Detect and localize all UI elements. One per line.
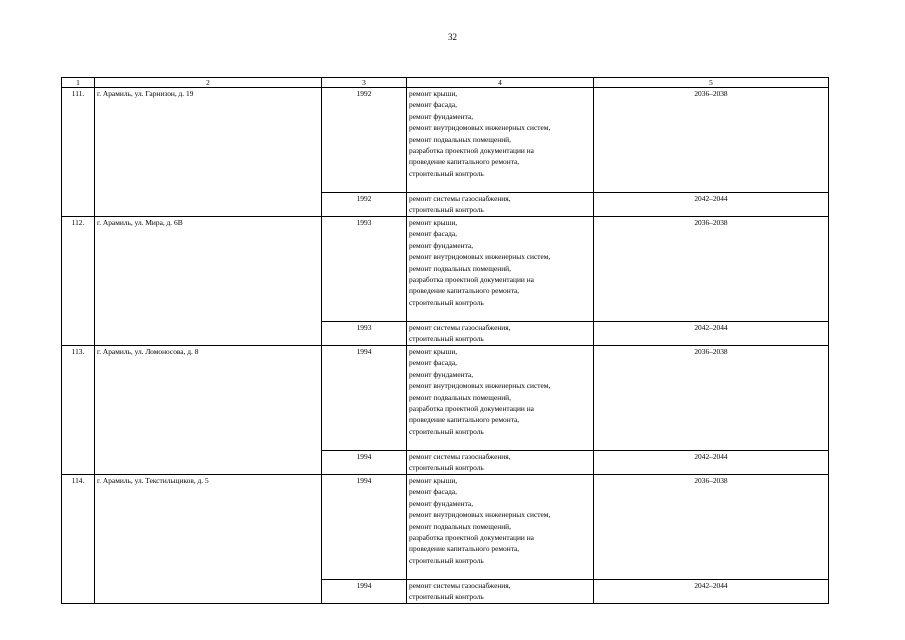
address-cell: г. Арамиль, ул. Гарнизон, д. 19 — [95, 88, 322, 217]
work-item: разработка проектной документации на — [409, 146, 534, 156]
work-item: строительный контроль — [409, 426, 484, 436]
work-item: ремонт фасада, — [409, 100, 457, 110]
year-cell: 1993 — [322, 322, 407, 346]
header-cell: 1 — [62, 78, 95, 88]
year-cell: 1994 — [322, 580, 407, 604]
row-number-cell: 111. — [62, 88, 95, 217]
work-item: строительный контроль — [409, 592, 484, 602]
work-item: ремонт внутридомовых инженерных систем, — [409, 123, 551, 133]
work-item: ремонт фундамента, — [409, 498, 474, 508]
period-cell: 2036–2038 — [594, 346, 829, 451]
work-item: ремонт фундамента, — [409, 240, 474, 250]
work-item: ремонт крыши, — [409, 89, 458, 98]
work-item: проведение капитального ремонта, — [409, 415, 520, 425]
address-cell: г. Арамиль, ул. Ломоносова, д. 8 — [95, 346, 322, 475]
table-row — [62, 217, 829, 322]
period-cell: 2042–2044 — [594, 193, 829, 217]
works-cell — [407, 346, 594, 451]
work-item: ремонт фасада, — [409, 487, 457, 497]
work-item: строительный контроль — [409, 463, 484, 473]
row-number-cell: 114. — [62, 475, 95, 604]
works-cell — [407, 475, 594, 580]
year-cell: 1994 — [322, 346, 407, 451]
work-item: ремонт подвальных помещений, — [409, 263, 511, 273]
table-body — [62, 78, 829, 604]
header-cell: 3 — [322, 78, 407, 88]
table-row — [62, 88, 829, 193]
work-item: ремонт внутридомовых инженерных систем, — [409, 252, 551, 262]
work-item: ремонт крыши, — [409, 218, 458, 227]
row-number-cell: 112. — [62, 217, 95, 346]
work-item: ремонт фасада, — [409, 229, 457, 239]
row-number-cell: 113. — [62, 346, 95, 475]
period-cell: 2042–2044 — [594, 451, 829, 475]
address-cell: г. Арамиль, ул. Текстильщиков, д. 5 — [95, 475, 322, 604]
header-cell: 2 — [95, 78, 322, 88]
table-row — [62, 346, 829, 451]
work-item: ремонт подвальных помещений, — [409, 521, 511, 531]
table-header-row — [62, 78, 829, 88]
work-item: ремонт крыши, — [409, 347, 458, 356]
work-item: строительный контроль — [409, 334, 484, 344]
work-item: ремонт крыши, — [409, 476, 458, 485]
year-cell: 1992 — [322, 193, 407, 217]
work-item: строительный контроль — [409, 205, 484, 215]
work-item: разработка проектной документации на — [409, 533, 534, 543]
work-item: ремонт фундамента, — [409, 111, 474, 121]
work-item: разработка проектной документации на — [409, 404, 534, 414]
works-cell — [407, 88, 594, 193]
work-item: ремонт системы газоснабжения, — [409, 194, 511, 203]
header-cell: 4 — [407, 78, 594, 88]
work-item: ремонт системы газоснабжения, — [409, 452, 511, 461]
period-cell: 2042–2044 — [594, 580, 829, 604]
work-item: ремонт фасада, — [409, 358, 457, 368]
work-item: строительный контроль — [409, 555, 484, 565]
work-item: строительный контроль — [409, 297, 484, 307]
works-cell — [407, 451, 594, 475]
work-item: ремонт системы газоснабжения, — [409, 581, 511, 590]
year-cell: 1994 — [322, 451, 407, 475]
work-item: проведение капитального ремонта, — [409, 544, 520, 554]
address-cell: г. Арамиль, ул. Мира, д. 6В — [95, 217, 322, 346]
period-cell: 2036–2038 — [594, 475, 829, 580]
year-cell: 1993 — [322, 217, 407, 322]
work-item: проведение капитального ремонта, — [409, 286, 520, 296]
work-item: ремонт внутридомовых инженерных систем, — [409, 381, 551, 391]
period-cell: 2036–2038 — [594, 88, 829, 193]
year-cell: 1994 — [322, 475, 407, 580]
works-cell — [407, 322, 594, 346]
works-cell — [407, 193, 594, 217]
works-cell — [407, 217, 594, 322]
work-item: разработка проектной документации на — [409, 275, 534, 285]
period-cell: 2042–2044 — [594, 322, 829, 346]
work-item: проведение капитального ремонта, — [409, 157, 520, 167]
year-cell: 1992 — [322, 88, 407, 193]
table-row — [62, 475, 829, 580]
work-item: ремонт подвальных помещений, — [409, 392, 511, 402]
work-item: ремонт фундамента, — [409, 369, 474, 379]
work-item: строительный контроль — [409, 168, 484, 178]
repair-schedule-table — [61, 77, 829, 604]
page-number: 32 — [448, 32, 457, 42]
work-item: ремонт системы газоснабжения, — [409, 323, 511, 332]
work-item: ремонт подвальных помещений, — [409, 134, 511, 144]
header-cell: 5 — [594, 78, 829, 88]
works-cell — [407, 580, 594, 604]
work-item: ремонт внутридомовых инженерных систем, — [409, 510, 551, 520]
period-cell: 2036–2038 — [594, 217, 829, 322]
